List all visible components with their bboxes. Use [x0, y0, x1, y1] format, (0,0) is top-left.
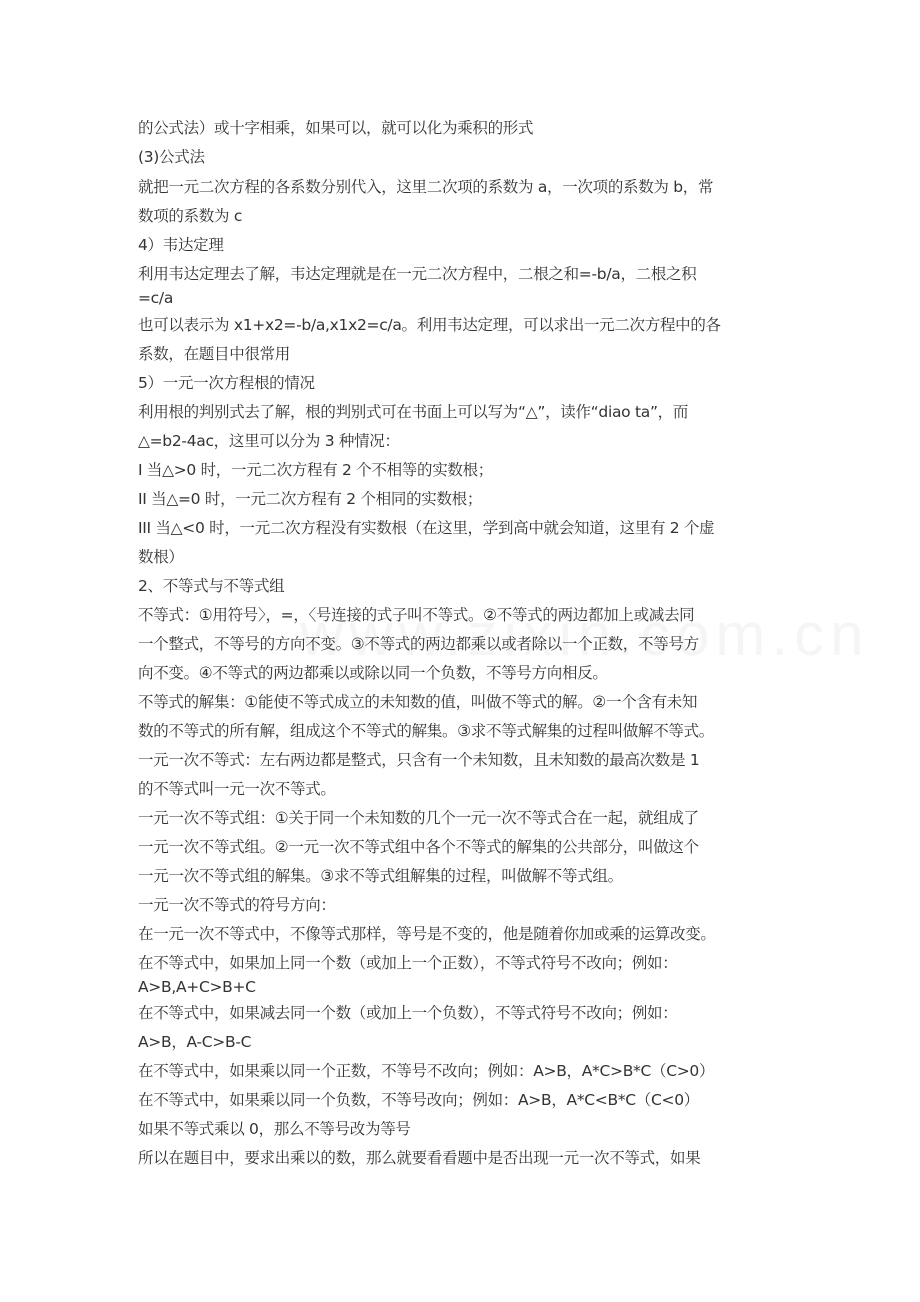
text-line: 在不等式中，如果乘以同一个正数，不等号不改向；例如：A>B，A*C>B*C（C>0） [138, 1062, 715, 1080]
text-line: 在一元一次不等式中，不像等式那样，等号是不变的，他是随着你加或乘的运算改变。 [138, 925, 716, 943]
text-line: 在不等式中，如果减去同一个数（或加上一个负数），不等式符号不改向；例如： [138, 1004, 678, 1022]
text-line: 一元一次不等式的符号方向： [138, 896, 336, 914]
text-line: 的公式法）或十字相乘，如果可以，就可以化为乘积的形式 [138, 119, 534, 137]
text-line: II 当△=0 时，一元二次方程有 2 个相同的实数根； [138, 490, 483, 508]
text-line: △=b2-4ac，这里可以分为 3 种情况： [138, 432, 400, 450]
text-line: 如果不等式乘以 0，那么不等号改为等号 [138, 1120, 411, 1138]
text-line: 一个整式，不等号的方向不变。③不等式的两边都乘以或者除以一个正数，不等号方 [138, 635, 699, 653]
text-line: 的不等式叫一元一次不等式。 [138, 780, 336, 798]
text-line: 5）一元一次方程根的情况 [138, 374, 315, 392]
text-line: A>B，A-C>B-C [138, 1033, 252, 1051]
text-line: 所以在题目中，要求出乘以的数，那么就要看看题中是否出现一元一次不等式，如果 [138, 1149, 701, 1167]
text-line: 一元一次不等式：左右两边都是整式，只含有一个未知数，且未知数的最高次数是 1 [138, 751, 700, 769]
text-line: 不等式：①用符号〉，=，〈号连接的式子叫不等式。②不等式的两边都加上或减去同 [138, 606, 695, 624]
text-line: 一元一次不等式组的解集。③求不等式组解集的过程，叫做解不等式组。 [138, 867, 623, 885]
text-line: (3)公式法 [138, 148, 205, 166]
text-line: 数根） [138, 548, 184, 566]
text-line: 系数，在题目中很常用 [138, 345, 291, 363]
text-line: 就把一元二次方程的各系数分别代入，这里二次项的系数为 a，一次项的系数为 b，常 [138, 178, 714, 196]
text-line: 一元一次不等式组：①关于同一个未知数的几个一元一次不等式合在一起，就组成了 [138, 809, 699, 827]
text-line: 在不等式中，如果加上同一个数（或加上一个正数），不等式符号不改向；例如： [138, 954, 678, 972]
text-line: 4）韦达定理 [138, 236, 224, 254]
text-line: 在不等式中，如果乘以同一个负数，不等号改向；例如：A>B，A*C<B*C（C<0） [138, 1091, 699, 1109]
text-line: 数项的系数为 c [138, 207, 243, 225]
text-line: A>B,A+C>B+C [138, 978, 256, 996]
text-line: 数的不等式的所有解，组成这个不等式的解集。③求不等式解集的过程叫做解不等式。 [138, 722, 714, 740]
text-line: 也可以表示为 x1+x2=-b/a,x1x2=c/a。利用韦达定理，可以求出一元二次方程中的各 [138, 316, 721, 334]
text-line: 利用韦达定理去了解，韦达定理就是在一元二次方程中，二根之和=-b/a，二根之积 [138, 265, 697, 283]
text-line: 向不变。④不等式的两边都乘以或除以同一个负数，不等号方向相反。 [138, 664, 608, 682]
text-line: 2、不等式与不等式组 [138, 577, 285, 595]
text-line: 利用根的判别式去了解，根的判别式可在书面上可以写为“△”，读作“diao ta”，而 [138, 403, 689, 421]
text-line: III 当△<0 时，一元二次方程没有实数根（在这里，学到高中就会知道，这里有 2 个虚 [138, 519, 715, 537]
text-line: =c/a [138, 289, 174, 307]
text-line: I 当△>0 时，一元二次方程有 2 个不相等的实数根； [138, 461, 494, 479]
text-line: 一元一次不等式组。②一元一次不等式组中各个不等式的解集的公共部分，叫做这个 [138, 838, 699, 856]
text-line: 不等式的解集：①能使不等式成立的未知数的值，叫做不等式的解。②一个含有未知 [138, 693, 698, 711]
